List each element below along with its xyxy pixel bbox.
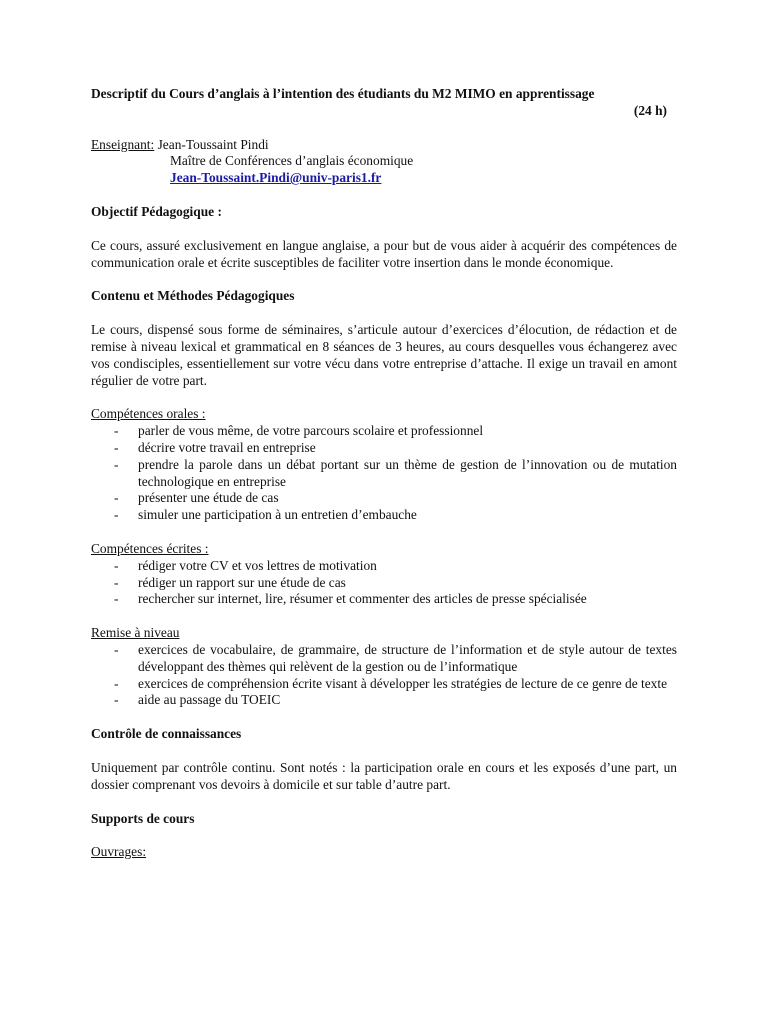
list-item-text: exercices de vocabulaire, de grammaire, de structure de l’information et de style autour de textes développant des thèmes qui relèvent de la gestion ou de l’informatique bbox=[138, 641, 677, 674]
list-dash-marker: - bbox=[114, 439, 119, 455]
list-dash-marker: - bbox=[114, 675, 119, 691]
orales-list bbox=[91, 423, 677, 524]
list-dash-marker: - bbox=[114, 574, 119, 590]
list-item-text: parler de vous même, de votre parcours scolaire et professionnel bbox=[138, 423, 484, 439]
list-item bbox=[91, 507, 677, 524]
list-item bbox=[91, 642, 677, 676]
ecrites-list bbox=[91, 558, 677, 608]
list-item-text: rédiger un rapport sur une étude de cas bbox=[138, 574, 346, 590]
document-title bbox=[91, 86, 677, 120]
list-dash-marker: - bbox=[114, 456, 119, 472]
list-item bbox=[91, 490, 677, 507]
list-dash-marker: - bbox=[114, 507, 119, 523]
remise-list bbox=[91, 642, 677, 709]
list-item-text: rechercher sur internet, lire, résumer et commenter des articles de presse spécialisée bbox=[138, 591, 587, 607]
list-item bbox=[91, 692, 677, 709]
ouvrages-label: Ouvrages: bbox=[91, 844, 147, 860]
list-dash-marker: - bbox=[114, 423, 119, 439]
teacher-role: Maître de Conférences d’anglais économique bbox=[170, 153, 414, 169]
list-item-text: prendre la parole dans un débat portant sur un thème de gestion de l’innovation ou de mutation technologique en entreprise bbox=[138, 456, 677, 489]
list-item-text: présenter une étude de cas bbox=[138, 490, 279, 506]
ecrites-heading: Compétences écrites : bbox=[91, 540, 209, 556]
supports-heading: Supports de cours bbox=[91, 810, 195, 826]
orales-heading: Compétences orales : bbox=[91, 406, 206, 422]
document-body bbox=[91, 86, 677, 861]
list-item bbox=[91, 558, 677, 575]
contenu-text: Le cours, dispensé sous forme de séminaires, s’articule autour d’exercices d’élocution, de rédaction et de remise à niveau lexical et grammatical en 8 séances de 3 heures, au cours desquelles vous échangerez avec vos condisciples, essentiellement sur votre vécu dans votre entreprise d’attache. Il exige un travail en amont régulier de votre part. bbox=[91, 322, 677, 388]
list-item-text: rédiger votre CV et vos lettres de motivation bbox=[138, 557, 377, 573]
teacher-block bbox=[91, 137, 677, 187]
title-line-2: (24 h) bbox=[633, 102, 667, 118]
list-item-text: aide au passage du TOEIC bbox=[138, 692, 281, 708]
controle-text: Uniquement par contrôle continu. Sont notés : la participation orale en cours et les exposés d’une part, un dossier comprenant vos devoirs à domicile et sur table d’autre part. bbox=[91, 759, 677, 792]
list-item-text: simuler une participation à un entretien d’embauche bbox=[138, 507, 417, 523]
list-item-text: exercices de compréhension écrite visant à développer les stratégies de lecture de ce genre de texte bbox=[138, 675, 668, 691]
title-line-1: Descriptif du Cours d’anglais à l’intention des étudiants du M2 MIMO en apprentissage bbox=[91, 86, 595, 101]
list-dash-marker: - bbox=[114, 557, 119, 573]
list-dash-marker: - bbox=[114, 641, 119, 657]
teacher-name: Jean-Toussaint Pindi bbox=[157, 136, 269, 152]
list-item bbox=[91, 575, 677, 592]
list-item bbox=[91, 423, 677, 440]
remise-heading: Remise à niveau bbox=[91, 625, 180, 641]
contenu-heading: Contenu et Méthodes Pédagogiques bbox=[91, 288, 295, 304]
teacher-email-link[interactable]: Jean-Toussaint.Pindi@univ-paris1.fr bbox=[170, 170, 382, 186]
list-dash-marker: - bbox=[114, 692, 119, 708]
objectif-text: Ce cours, assuré exclusivement en langue anglaise, a pour but de vous aider à acquérir des compétences de communication orale et écrite susceptibles de faciliter votre insertion dans le monde économique. bbox=[91, 237, 677, 270]
controle-heading: Contrôle de connaissances bbox=[91, 726, 242, 742]
teacher-label: Enseignant: bbox=[91, 136, 155, 152]
list-item-text: décrire votre travail en entreprise bbox=[138, 439, 316, 455]
list-dash-marker: - bbox=[114, 490, 119, 506]
list-item bbox=[91, 676, 677, 693]
list-item bbox=[91, 591, 677, 608]
list-dash-marker: - bbox=[114, 591, 119, 607]
list-item bbox=[91, 457, 677, 491]
list-item bbox=[91, 440, 677, 457]
objectif-heading: Objectif Pédagogique : bbox=[91, 203, 222, 219]
